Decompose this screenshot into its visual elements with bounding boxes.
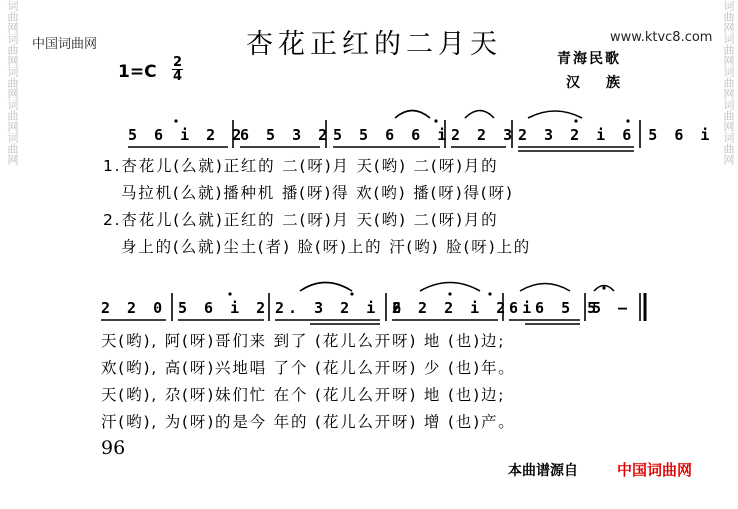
row2-measure-2: 5 6 i 2 [178,299,270,317]
row1-octave-dot-2 [434,119,437,122]
row1-slur-3 [528,111,582,118]
key-signature: 1=C [118,62,157,82]
time-signature-bottom: 4 [173,69,183,84]
row2-measure-5: 6 6 5 5 [509,299,601,317]
site-watermark-right: www.ktvc8.com [610,30,713,45]
time-signature-top: 2 [173,55,183,70]
row2-lyric-verse-3: 天(哟), 尕(呀)妹们忙 在个 (花儿么开呀) 地 (也)边; [101,386,506,404]
row2-slur-3 [520,284,570,292]
row1-octave-dot-4 [626,119,629,122]
row1-measure-4: 2 2 3 [451,126,517,144]
row2-measure-6: 5 – [592,299,632,317]
source-name: 中国词曲网 [617,461,693,479]
row2-measure-1: 2 2 0 [101,299,167,317]
row1-slur-1 [395,111,430,119]
row1-octave-dot-3 [574,119,577,122]
row2-measure-4: 2 2 2 i 2 i [392,299,536,317]
row1-lyric-verse-2: 马拉机(么就)播种机 播(呀)得 欢(哟) 播(呀)得(呀) [121,184,514,202]
row1-measure-2: 6 5 3 2 [240,126,332,144]
row2-octave-dot-2 [350,292,353,295]
row2-fermata-dot [602,286,605,289]
row1-octave-dot-1 [174,119,177,122]
row1-lyric-verse-1: 1.杏花儿(么就)正红的 二(呀)月 天(哟) 二(呀)月的 [103,157,499,175]
song-origin: 青海民歌 [557,51,621,67]
right-side-watermark-text: 词曲网词曲网词曲网词曲网词曲网 [722,0,735,165]
row2-octave-dot-1 [228,292,231,295]
song-title: 杏花正红的二月天 [246,29,502,60]
page-number: 96 [101,437,126,459]
row2-measure-3: 2. 3 2 i 6 [275,299,406,317]
source-label: 本曲谱源自 [508,463,578,479]
row1-slur-2 [465,111,494,119]
row1-lyric-verse-3: 2.杏花儿(么就)正红的 二(呀)月 天(哟) 二(呀)月的 [103,211,499,229]
row2-octave-dot-4 [488,292,491,295]
row1-measure-1: 5 6 i 2 2 [128,126,246,144]
row2-octave-dot-3 [448,292,451,295]
row2-slur-1 [300,283,352,292]
row2-lyric-verse-1: 天(哟), 阿(呀)哥们来 到了 (花儿么开呀) 地 (也)边; [101,332,506,350]
row2-lyric-verse-4: 汗(哟), 为(呀)的是今 年的 (花儿么开呀) 增 (也)产。 [101,413,516,431]
row2-lyric-verse-2: 欢(哟), 高(呀)兴地唱 了个 (花儿么开呀) 少 (也)年。 [101,359,516,377]
left-side-watermark-text: 词曲网词曲网词曲网词曲网词曲网 [6,0,19,165]
row2-slur-2 [420,283,480,292]
site-watermark-left: 中国词曲网 [32,37,98,52]
ethnic-group: 汉族 [566,75,646,91]
row1-lyric-verse-4: 身上的(么就)尘土(者) 脸(呀)上的 汗(哟) 脸(呀)上的 [121,238,532,256]
row1-measure-3: 5 5 6 6 i [333,126,451,144]
row1-measure-5: 2 3 2 i 6 5 6 i [518,126,714,144]
